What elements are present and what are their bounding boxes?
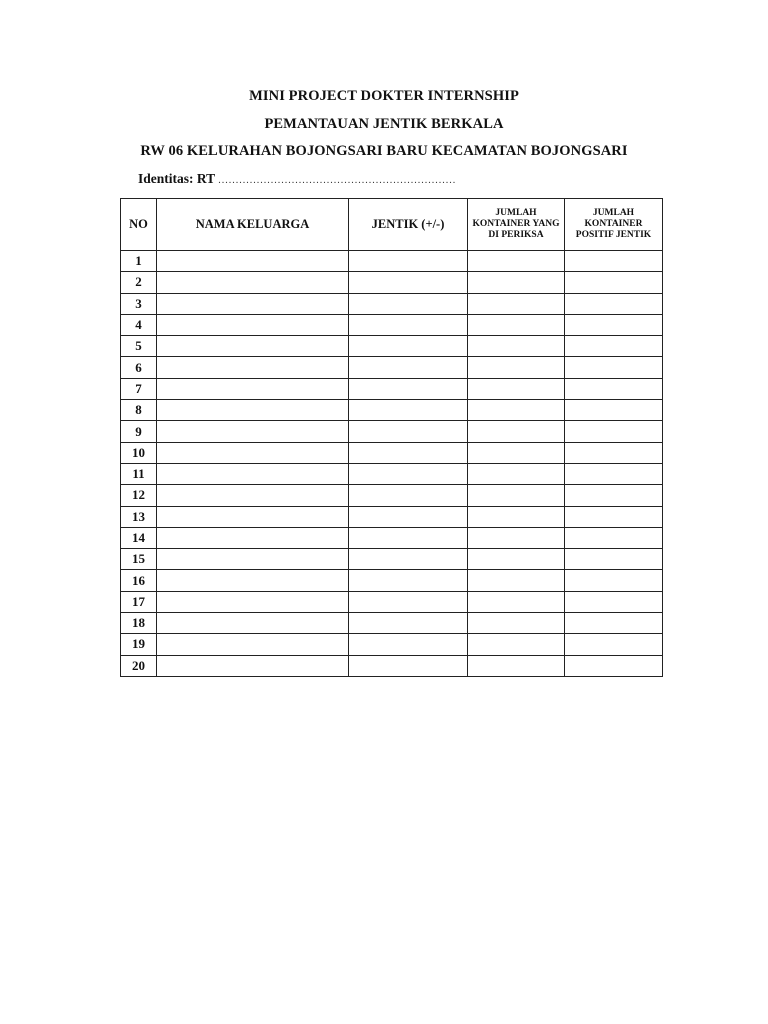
kontainer-diperiksa-cell (468, 570, 565, 591)
table-row (121, 463, 663, 484)
kontainer-diperiksa-cell (468, 378, 565, 399)
table-row (121, 527, 663, 548)
nama-keluarga-cell (157, 272, 349, 293)
row-number-cell: 18 (121, 613, 157, 634)
nama-keluarga-cell (157, 314, 349, 335)
jentik-cell (349, 506, 468, 527)
kontainer-diperiksa-cell (468, 293, 565, 314)
kontainer-positif-cell (565, 442, 663, 463)
nama-keluarga-cell (157, 378, 349, 399)
kontainer-positif-cell (565, 549, 663, 570)
row-number-cell: 13 (121, 506, 157, 527)
jentik-cell (349, 485, 468, 506)
table-row (121, 442, 663, 463)
table-row (121, 251, 663, 272)
kontainer-positif-cell (565, 336, 663, 357)
table-row (121, 272, 663, 293)
row-number-cell: 5 (121, 336, 157, 357)
row-number-cell: 9 (121, 421, 157, 442)
header-nama-keluarga: NAMA KELUARGA (157, 199, 349, 251)
table-row (121, 314, 663, 335)
row-number-cell: 3 (121, 293, 157, 314)
kontainer-diperiksa-cell (468, 527, 565, 548)
jentik-cell (349, 570, 468, 591)
kontainer-diperiksa-cell (468, 251, 565, 272)
title-location: RW 06 KELURAHAN BOJONGSARI BARU KECAMATAN BOJONGSARI (140, 143, 628, 159)
nama-keluarga-cell (157, 400, 349, 421)
header-no: NO (121, 199, 157, 251)
row-number-cell: 1 (121, 251, 157, 272)
nama-keluarga-cell (157, 634, 349, 655)
table-row (121, 634, 663, 655)
nama-keluarga-cell (157, 251, 349, 272)
kontainer-positif-cell (565, 378, 663, 399)
kontainer-diperiksa-cell (468, 655, 565, 676)
header-kontainer-positif: JUMLAH KONTAINER POSITIF JENTIK (565, 199, 663, 251)
kontainer-positif-cell (565, 506, 663, 527)
nama-keluarga-cell (157, 421, 349, 442)
table-row (121, 336, 663, 357)
jentik-cell (349, 357, 468, 378)
kontainer-positif-cell (565, 613, 663, 634)
kontainer-diperiksa-cell (468, 463, 565, 484)
kontainer-positif-cell (565, 527, 663, 548)
jentik-cell (349, 655, 468, 676)
kontainer-diperiksa-cell (468, 272, 565, 293)
kontainer-positif-cell (565, 463, 663, 484)
monitoring-table (120, 198, 663, 677)
nama-keluarga-cell (157, 549, 349, 570)
table-row (121, 549, 663, 570)
row-number-cell: 14 (121, 527, 157, 548)
title-mini-project: MINI PROJECT DOKTER INTERNSHIP (249, 88, 519, 104)
kontainer-diperiksa-cell (468, 634, 565, 655)
row-number-cell: 15 (121, 549, 157, 570)
kontainer-positif-cell (565, 421, 663, 442)
nama-keluarga-cell (157, 591, 349, 612)
table-row (121, 613, 663, 634)
kontainer-diperiksa-cell (468, 336, 565, 357)
row-number-cell: 11 (121, 463, 157, 484)
row-number-cell: 17 (121, 591, 157, 612)
row-number-cell: 7 (121, 378, 157, 399)
jentik-cell (349, 400, 468, 421)
kontainer-positif-cell (565, 272, 663, 293)
kontainer-diperiksa-cell (468, 400, 565, 421)
table-row (121, 655, 663, 676)
header-kontainer-diperiksa: JUMLAH KONTAINER YANG DI PERIKSA (468, 199, 565, 251)
kontainer-positif-cell (565, 655, 663, 676)
jentik-cell (349, 336, 468, 357)
row-number-cell: 4 (121, 314, 157, 335)
row-number-cell: 6 (121, 357, 157, 378)
jentik-cell (349, 378, 468, 399)
header-jentik: JENTIK (+/-) (349, 199, 468, 251)
kontainer-positif-cell (565, 591, 663, 612)
kontainer-diperiksa-cell (468, 421, 565, 442)
nama-keluarga-cell (157, 527, 349, 548)
jentik-cell (349, 293, 468, 314)
row-number-cell: 20 (121, 655, 157, 676)
nama-keluarga-cell (157, 336, 349, 357)
table-row (121, 421, 663, 442)
kontainer-diperiksa-cell (468, 549, 565, 570)
jentik-cell (349, 527, 468, 548)
nama-keluarga-cell (157, 485, 349, 506)
jentik-cell (349, 442, 468, 463)
row-number-cell: 16 (121, 570, 157, 591)
row-number-cell: 10 (121, 442, 157, 463)
nama-keluarga-cell (157, 613, 349, 634)
nama-keluarga-cell (157, 463, 349, 484)
kontainer-positif-cell (565, 485, 663, 506)
kontainer-diperiksa-cell (468, 506, 565, 527)
nama-keluarga-cell (157, 293, 349, 314)
jentik-cell (349, 272, 468, 293)
table-row (121, 506, 663, 527)
table-row (121, 357, 663, 378)
kontainer-positif-cell (565, 314, 663, 335)
nama-keluarga-cell (157, 357, 349, 378)
table-header-row (121, 199, 663, 251)
kontainer-positif-cell (565, 293, 663, 314)
nama-keluarga-cell (157, 506, 349, 527)
jentik-cell (349, 634, 468, 655)
row-number-cell: 8 (121, 400, 157, 421)
table-body (121, 251, 663, 677)
jentik-cell (349, 251, 468, 272)
row-number-cell: 19 (121, 634, 157, 655)
kontainer-diperiksa-cell (468, 485, 565, 506)
kontainer-positif-cell (565, 400, 663, 421)
jentik-cell (349, 549, 468, 570)
nama-keluarga-cell (157, 655, 349, 676)
title-pemantauan: PEMANTAUAN JENTIK BERKALA (264, 116, 504, 132)
kontainer-positif-cell (565, 634, 663, 655)
table-row (121, 400, 663, 421)
identity-label: Identitas: RT (138, 171, 215, 186)
identity-line (138, 171, 456, 187)
nama-keluarga-cell (157, 570, 349, 591)
kontainer-diperiksa-cell (468, 442, 565, 463)
kontainer-positif-cell (565, 251, 663, 272)
jentik-cell (349, 463, 468, 484)
jentik-cell (349, 613, 468, 634)
jentik-cell (349, 314, 468, 335)
jentik-cell (349, 591, 468, 612)
table-row (121, 591, 663, 612)
row-number-cell: 12 (121, 485, 157, 506)
kontainer-diperiksa-cell (468, 357, 565, 378)
table-row (121, 570, 663, 591)
row-number-cell: 2 (121, 272, 157, 293)
identity-fill-dots: .................................................................... (218, 175, 457, 186)
nama-keluarga-cell (157, 442, 349, 463)
kontainer-positif-cell (565, 570, 663, 591)
kontainer-diperiksa-cell (468, 314, 565, 335)
table-row (121, 378, 663, 399)
kontainer-positif-cell (565, 357, 663, 378)
kontainer-diperiksa-cell (468, 613, 565, 634)
table-row (121, 485, 663, 506)
jentik-cell (349, 421, 468, 442)
kontainer-diperiksa-cell (468, 591, 565, 612)
table-row (121, 293, 663, 314)
